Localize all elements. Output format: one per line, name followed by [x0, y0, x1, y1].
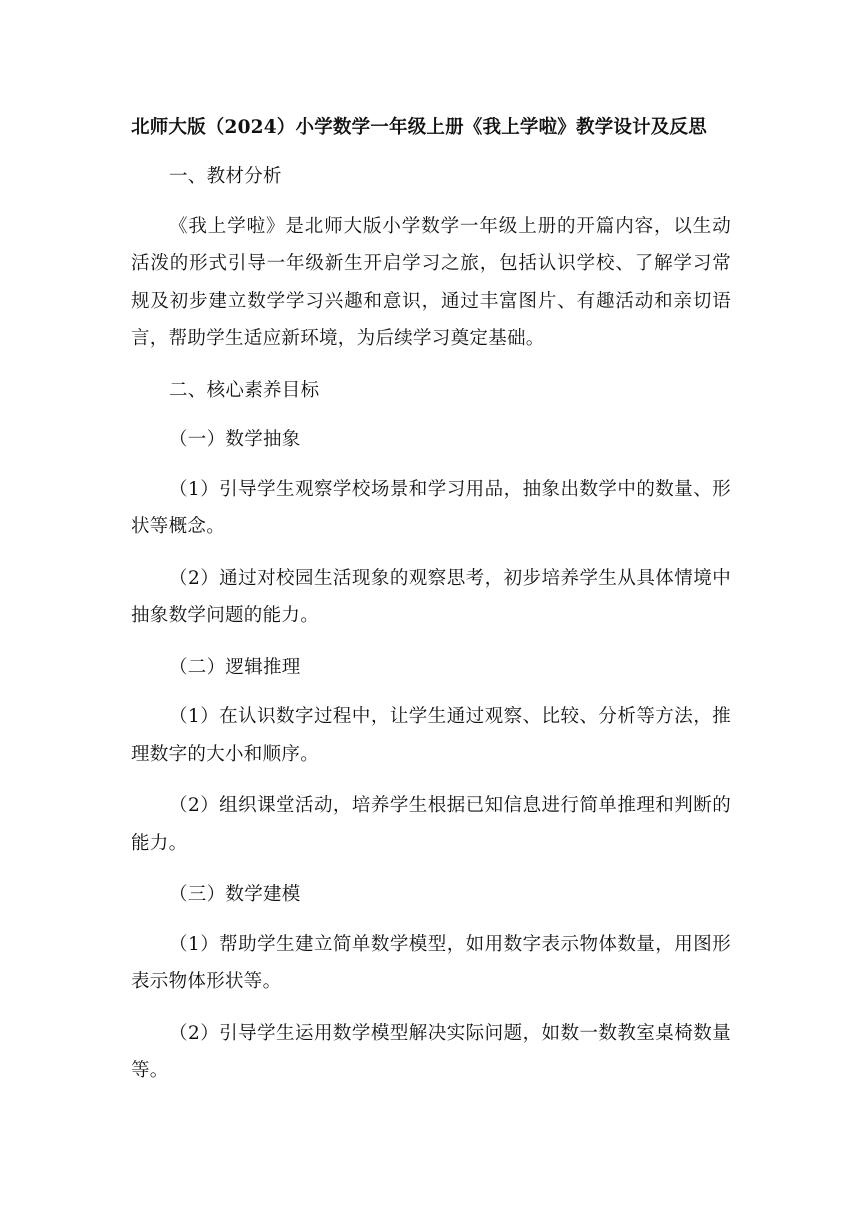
section-heading-2: 二、核心素养目标	[169, 379, 320, 401]
subsection-1-item-2: （2）通过对校园生活现象的观察思考，初步培养学生从具体情境中抽象数学问题的能力。	[131, 567, 731, 626]
subsection-1-item-1: （1）引导学生观察学校场景和学习用品，抽象出数学中的数量、形状等概念。	[131, 478, 731, 537]
section-1-paragraph: 《我上学啦》是北师大版小学数学一年级上册的开篇内容，以生动活泼的形式引导一年级新生开启学习之旅，包括认识学校、了解学习常规及初步建立数学学习兴趣和意识，通过丰富图片、有趣活动和亲切语言，帮助学生适应新环境，为后续学习奠定基础。	[131, 215, 731, 349]
section-heading-1: 一、教材分析	[169, 166, 282, 187]
subsection-2-item-1: （1）在认识数字过程中，让学生通过观察、比较、分析等方法，推理数字的大小和顺序。	[131, 706, 731, 765]
subsection-2-item-2: （2）组织课堂活动，培养学生根据已知信息进行简单推理和判断的能力。	[131, 795, 731, 854]
subsection-3-item-2: （2）引导学生运用数学模型解决实际问题，如数一数教室桌椅数量等。	[131, 1022, 731, 1081]
subsection-3-item-1: （1）帮助学生建立简单数学模型，如用数字表示物体数量，用图形表示物体形状等。	[131, 933, 731, 992]
document-title: 北师大版（2024）小学数学一年级上册《我上学啦》教学设计及反思	[131, 117, 707, 138]
subsection-heading-1: （一）数学抽象	[169, 429, 301, 450]
document-body	[131, 110, 731, 1090]
subsection-heading-2: （二）逻辑推理	[169, 656, 301, 678]
subsection-heading-3: （三）数学建模	[169, 884, 301, 905]
